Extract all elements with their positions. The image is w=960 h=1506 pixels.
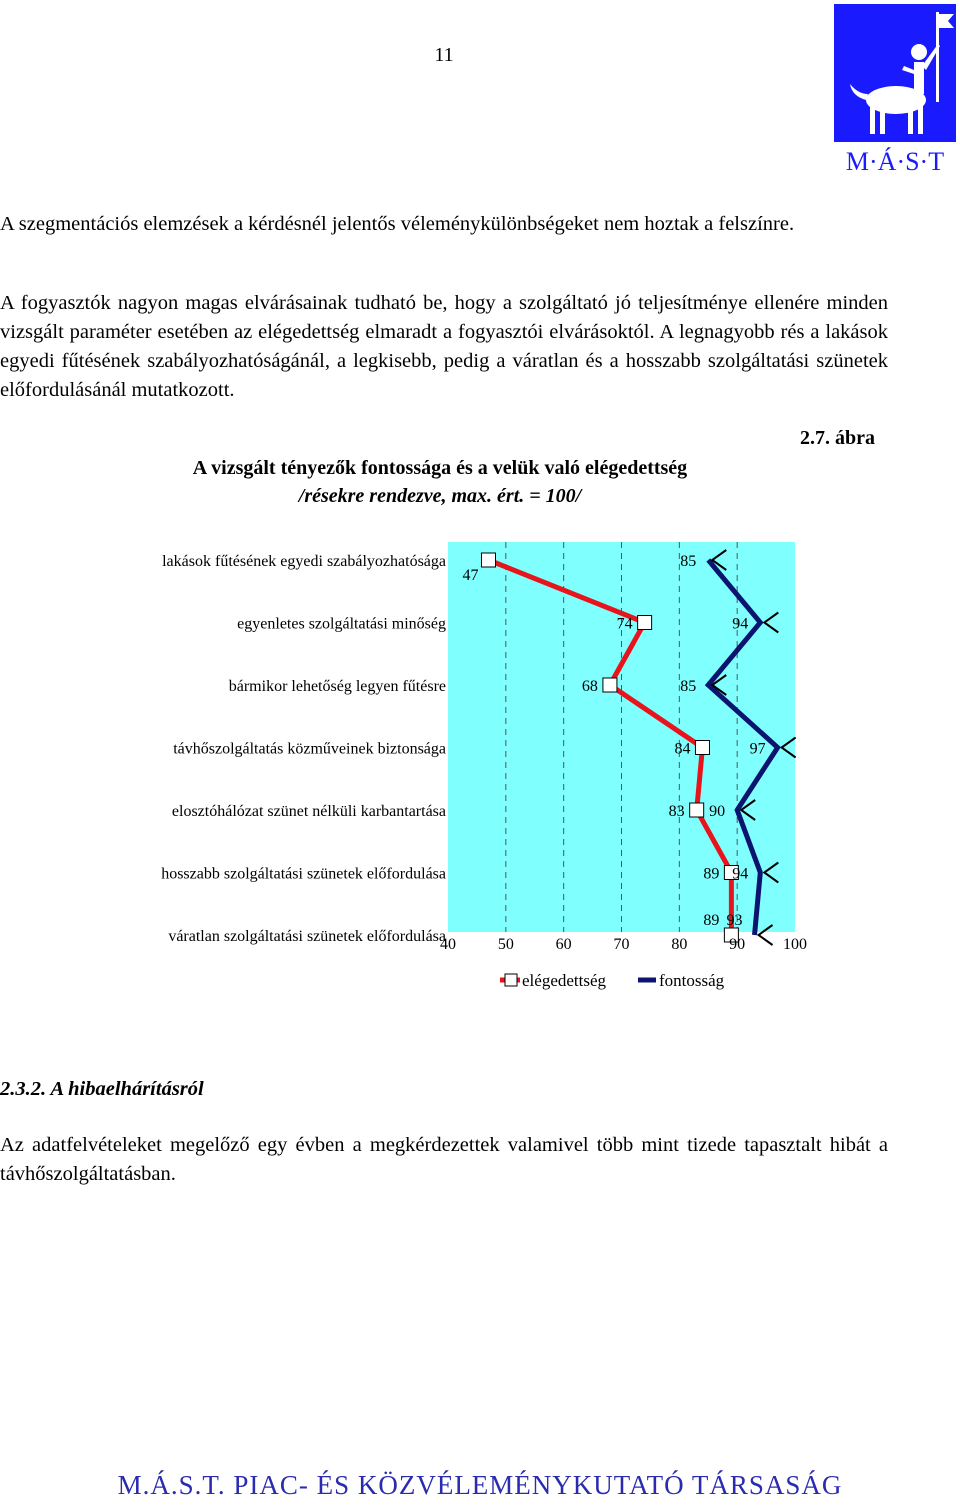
legend-satisfaction-label: elégedettség bbox=[522, 971, 607, 990]
legend-importance-label: fontosság bbox=[659, 971, 725, 990]
paragraph-segmentation: A szegmentációs elemzések a kérdésnél jelentős véleménykülönbségeket nem hoztak a felszínre. bbox=[0, 213, 795, 235]
satisfaction-value: 74 bbox=[616, 615, 633, 633]
x-tick-label: 90 bbox=[729, 936, 746, 953]
satisfaction-value: 47 bbox=[462, 567, 479, 584]
section-heading: 2.3.2. A hibaelhárításról bbox=[0, 1078, 204, 1100]
importance-value: 94 bbox=[732, 615, 749, 633]
category-label: bármikor lehetőség legyen fűtésre bbox=[228, 678, 446, 695]
importance-value: 85 bbox=[680, 678, 697, 695]
importance-value: 93 bbox=[726, 912, 743, 929]
x-tick-label: 100 bbox=[783, 936, 807, 953]
category-label: hosszabb szolgáltatási szünetek előfordulása bbox=[161, 865, 446, 883]
category-label: lakások fűtésének egyedi szabályozhatósága bbox=[162, 553, 446, 570]
centaur-archer-icon bbox=[834, 4, 956, 178]
logo-text: M·Á·S·T bbox=[845, 147, 945, 176]
category-label: távhőszolgáltatás közműveinek biztonsága bbox=[173, 740, 446, 758]
satisfaction-marker bbox=[695, 741, 709, 755]
satisfaction-marker bbox=[603, 678, 617, 692]
chart-subtitle: /résekre rendezve, max. ért. = 100/ bbox=[298, 485, 582, 507]
satisfaction-value: 68 bbox=[581, 678, 598, 695]
category-label: váratlan szolgáltatási szünetek előfordulása bbox=[168, 928, 446, 945]
satisfaction-value: 89 bbox=[703, 865, 720, 883]
importance-value: 97 bbox=[749, 740, 766, 758]
legend-satisfaction-marker bbox=[505, 974, 517, 986]
x-tick-label: 70 bbox=[613, 936, 630, 953]
satisfaction-marker bbox=[638, 616, 652, 630]
importance-value: 90 bbox=[709, 803, 726, 820]
x-tick-label: 50 bbox=[497, 936, 514, 953]
x-tick-label: 60 bbox=[555, 936, 572, 953]
satisfaction-marker bbox=[481, 553, 495, 567]
x-tick-label: 80 bbox=[671, 936, 688, 953]
satisfaction-value: 89 bbox=[703, 912, 720, 929]
satisfaction-value: 84 bbox=[674, 740, 691, 758]
importance-value: 85 bbox=[680, 553, 697, 570]
x-tick-label: 40 bbox=[440, 936, 456, 953]
satisfaction-value: 83 bbox=[668, 803, 685, 820]
paragraph-expectations: A fogyasztók nagyon magas elvárásainak tudható be, hogy a szolgáltató jó teljesítménye ellenére minden vizsgált paraméter esetében az elégedettség elmaradt a fogyasztói elvárásoktól. A legnagyobb rés a lakások egyedi fűtésének szabályozhatóságánál, a legkisebb, pedig a váratlan és a hosszabb szolgáltatási szünetek előfordulásánál mutatkozott. bbox=[0, 292, 888, 401]
footer-company-name: M.Á.S.T. PIAC- ÉS KÖZVÉLEMÉNYKUTATÓ TÁRSASÁG bbox=[117, 1470, 843, 1500]
figure-number: 2.7. ábra bbox=[800, 427, 875, 449]
page-number: 11 bbox=[434, 44, 454, 66]
category-label: elosztóhálózat szünet nélküli karbantartása bbox=[171, 803, 446, 820]
satisfaction-marker bbox=[690, 803, 704, 817]
mast-logo bbox=[834, 4, 956, 178]
importance-value: 94 bbox=[732, 865, 749, 883]
gap-line-chart bbox=[0, 520, 960, 1010]
chart-title: A vizsgált tényezők fontossága és a velük való elégedettség bbox=[192, 457, 688, 479]
category-label: egyenletes szolgáltatási minőség bbox=[237, 615, 446, 633]
paragraph-faults: Az adatfelvételeket megelőző egy évben a megkérdezettek valamivel több mint tizede tapasztalt hibát a távhőszolgáltatásban. bbox=[0, 1134, 888, 1185]
